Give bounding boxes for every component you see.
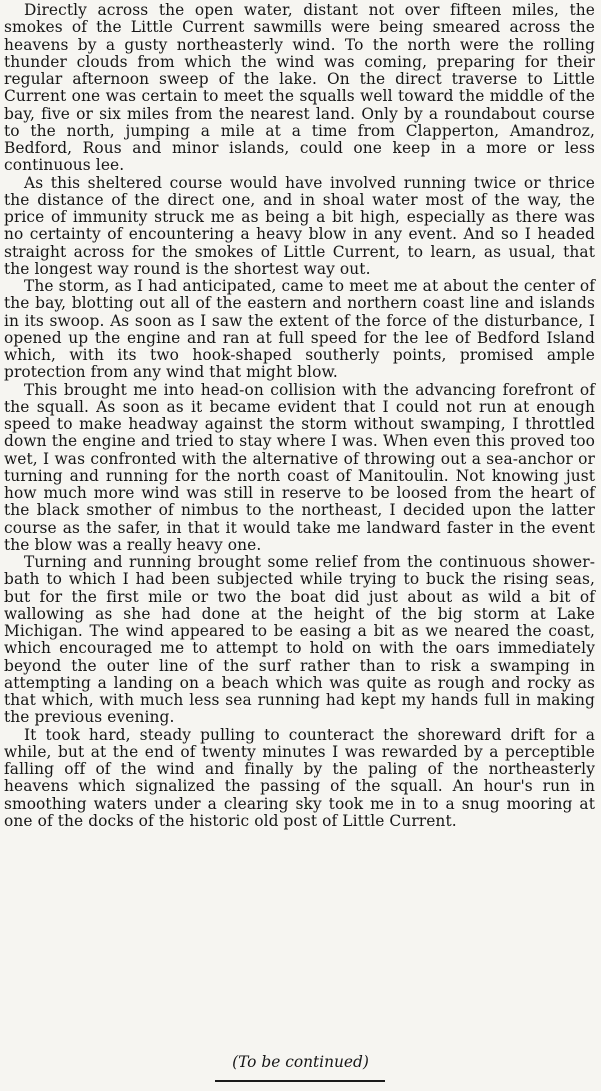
paragraph-5: Turning and running brought some relief from the continuous shower-bath to which I had been subjected while trying to buck the rising seas, but for the first mile or two the boat did just about as wild a bit of wallowing as she had done at the height of the big storm at Lake Michigan. The wind appeared to be easing a bit as we neared the coast, which encouraged me to attempt to hold on with the oars immediately beyond the outer line of the surf rather than to risk a swamping in attempting a landing on a beach which was quite as rough and rocky as that which, with much less sea running had kept my hands full in making the previous evening.	[4, 553, 595, 727]
paragraph-4: This brought me into head-on collision with the advancing forefront of the squall. As soon as it became evident that I could not run at enough speed to make headway against the storm without swamping, I throttled down the engine and tried to stay where I was. When even this proved too wet, I was confronted with the alternative of throwing out a sea-anchor or turning and running for the north coast of Manitoulin. Not knowing just how much more wind was still in reserve to be loosed from the heart of the black smother of nimbus to the northeast, I decided upon the latter course as the safer, in that it would take me landward faster in the event the blow was a really heavy one.	[4, 380, 595, 554]
continued-note: (To be continued)	[232, 1053, 369, 1071]
paragraph-1: Directly across the open water, distant not over fifteen miles, the smokes of the Little Current sawmills were being smeared across the heavens by a gusty northeasterly wind. To the north were the rolling thunder clouds from which the wind was coming, preparing for their regular afternoon sweep of the lake. On the direct traverse to Little Current one was certain to meet the squalls well toward the middle of the bay, five or six miles from the nearest land. Only by a roundabout course to the north, jumping a mile at a time from Clapperton, Amandroz, Bedford, Rous and minor islands, could one keep in a more or less continuous lee.	[4, 1, 595, 175]
article-body	[4, 2, 595, 830]
paragraph-6: It took hard, steady pulling to counteract the shoreward drift for a while, but at the end of twenty minutes I was rewarded by a perceptible falling off of the wind and finally by the paling of the northeasterly heavens which signalized the passing of the squall. An hour's run in smoothing waters under a clearing sky took me in to a snug mooring at one of the docks of the historic old post of Little Current.	[4, 725, 595, 830]
paragraph-3: The storm, as I had anticipated, came to meet me at about the center of the bay, blotting out all of the eastern and northern coast line and islands in its swoop. As soon as I saw the extent of the force of the disturbance, I opened up the engine and ran at full speed for the lee of Bedford Island which, with its two hook-shaped southerly points, promised ample protection from any wind that might blow.	[4, 277, 595, 382]
paragraph-2: As this sheltered course would have involved running twice or thrice the distance of the direct one, and in shoal water most of the way, the price of immunity struck me as being a bit high, especially as there was no certainty of encountering a heavy blow in any event. And so I headed straight across for the smokes of Little Current, to learn, as usual, that the longest way round is the shortest way out.	[4, 173, 595, 278]
end-rule	[215, 1080, 385, 1082]
